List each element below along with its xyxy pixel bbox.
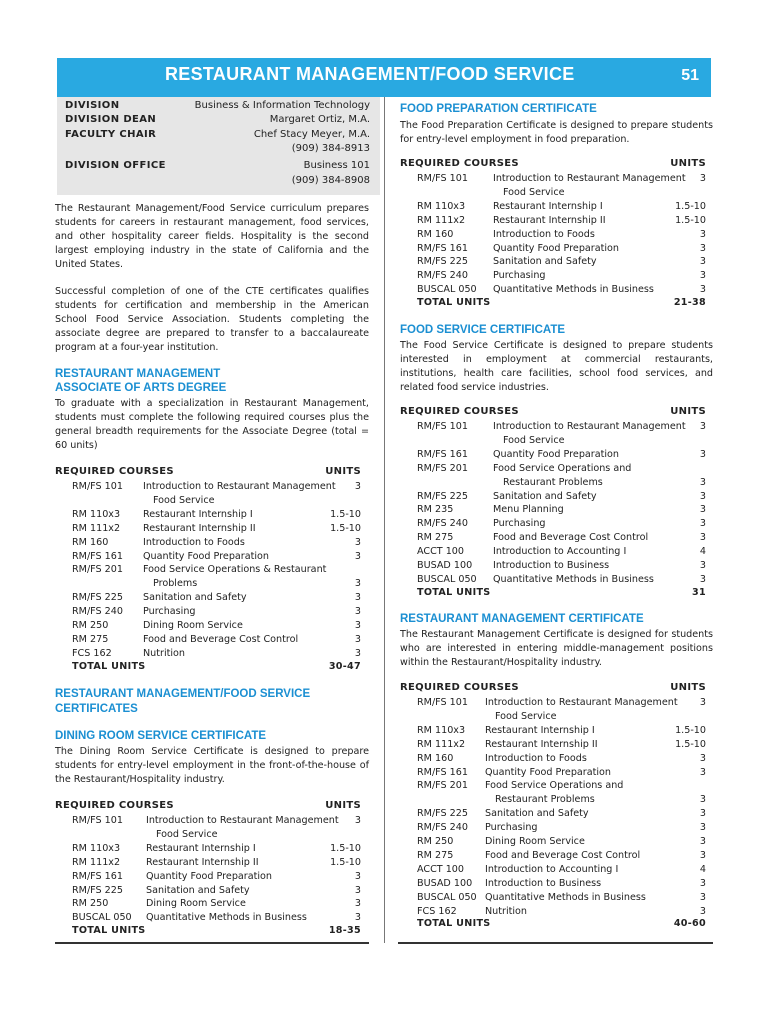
course-code: RM/FS 201 bbox=[417, 780, 468, 792]
course-code: RM/FS 161 bbox=[72, 550, 123, 562]
course-title: Restaurant Internship II bbox=[493, 214, 606, 226]
course-units: 4 bbox=[699, 546, 706, 558]
course-code: RM/FS 101 bbox=[417, 173, 468, 184]
page-header bbox=[57, 58, 711, 97]
course-title: Dining Room Service bbox=[485, 836, 585, 847]
course-units: 3 bbox=[699, 448, 706, 460]
course-units: 3 bbox=[699, 228, 706, 240]
course-units: 3 bbox=[354, 606, 361, 618]
office-phone: (909) 384-8908 bbox=[291, 175, 370, 186]
course-units: 3 bbox=[699, 476, 706, 488]
course-units: 3 bbox=[699, 242, 706, 254]
foodprep-required-label: REQUIRED COURSES bbox=[400, 158, 519, 169]
intro-paragraph-2: Successful completion of one of the CTE certificates qualifies students for certification and membership in the American School Food Service Association. Students completing the associate degree are prepared to transfer to a baccalaureate program at a four-year institution. bbox=[55, 286, 369, 353]
course-units: 3 bbox=[354, 536, 361, 548]
course-title: Introduction to Restaurant Management bbox=[485, 697, 678, 708]
office-label: DIVISION OFFICE bbox=[65, 160, 166, 171]
foodservice-description: The Food Service Certificate is designed to prepare students interested in employment at commercial restaurants, institutions, health care facilities, school food services, and related food service industries. bbox=[400, 340, 713, 393]
aa-description: To graduate with a specialization in Restaurant Management, students must complete the following required courses plus the general breadth requirements for the Associate Degree (total = 60 units) bbox=[55, 398, 369, 451]
course-row bbox=[400, 531, 706, 545]
total-units-label: TOTAL UNITS bbox=[72, 660, 146, 672]
course-row bbox=[400, 779, 706, 807]
course-row bbox=[400, 807, 706, 821]
course-row bbox=[400, 255, 706, 269]
course-row bbox=[400, 696, 706, 724]
course-title: Introduction to Foods bbox=[143, 536, 245, 548]
course-units: 3 bbox=[699, 490, 706, 502]
foodprep-units-label: UNITS bbox=[670, 158, 706, 169]
aa-units-label: UNITS bbox=[325, 466, 361, 477]
foodservice-heading: FOOD SERVICE CERTIFICATE bbox=[400, 324, 566, 336]
course-code: RM/FS 201 bbox=[417, 462, 468, 474]
total-units-label: TOTAL UNITS bbox=[417, 918, 491, 930]
course-row bbox=[55, 522, 361, 536]
aa-required-header bbox=[55, 466, 361, 477]
intro-paragraph-1: The Restaurant Management/Food Service curriculum prepares students for careers in restaurant management, food services, and other hospitality career fields. Hospitality is the second largest employing industry in the state of California and the United States. bbox=[55, 203, 369, 270]
course-row bbox=[400, 420, 706, 448]
course-units: 3 bbox=[354, 550, 361, 562]
rmcert-heading: RESTAURANT MANAGEMENT CERTIFICATE bbox=[400, 613, 644, 625]
course-title-continued: Restaurant Problems bbox=[503, 476, 603, 488]
course-title-continued: Food Service bbox=[495, 710, 557, 722]
course-title: Nutrition bbox=[143, 647, 186, 659]
office-value: Business 101 bbox=[303, 160, 370, 171]
course-code: RM 110x3 bbox=[72, 842, 121, 854]
course-row bbox=[400, 283, 706, 297]
course-units: 3 bbox=[354, 633, 361, 645]
course-code: RM/FS 240 bbox=[417, 822, 468, 834]
course-title: Restaurant Internship I bbox=[493, 200, 603, 212]
course-units: 3 bbox=[354, 481, 361, 492]
dining-heading: DINING ROOM SERVICE CERTIFICATE bbox=[55, 730, 267, 742]
course-units: 3 bbox=[699, 849, 706, 861]
course-code: RM/FS 225 bbox=[72, 884, 123, 896]
certificates-heading-1: RESTAURANT MANAGEMENT/FOOD SERVICE bbox=[55, 688, 311, 700]
course-row bbox=[400, 448, 706, 462]
course-code: RM/FS 240 bbox=[72, 606, 123, 618]
dean-value: Margaret Ortiz, M.A. bbox=[269, 114, 370, 125]
course-units: 3 bbox=[354, 647, 361, 659]
course-units: 3 bbox=[699, 560, 706, 571]
course-row bbox=[400, 559, 706, 573]
course-title-continued: Food Service bbox=[503, 186, 565, 198]
course-units: 3 bbox=[354, 884, 361, 896]
course-row bbox=[55, 870, 361, 884]
course-row bbox=[55, 647, 361, 661]
course-units: 3 bbox=[699, 794, 706, 806]
course-title: Menu Planning bbox=[493, 504, 564, 516]
course-title: Introduction to Restaurant Management bbox=[493, 173, 686, 184]
course-code: BUSCAL 050 bbox=[72, 912, 132, 924]
course-code: ACCT 100 bbox=[417, 546, 465, 558]
course-title: Introduction to Accounting I bbox=[485, 863, 619, 875]
course-code: BUSCAL 050 bbox=[417, 891, 477, 903]
course-title: Dining Room Service bbox=[143, 620, 243, 631]
chair-phone: (909) 384-8913 bbox=[291, 143, 370, 154]
course-row bbox=[55, 619, 361, 633]
course-row bbox=[55, 550, 361, 564]
course-code: RM 275 bbox=[417, 532, 454, 544]
course-row bbox=[55, 842, 361, 856]
division-info-box bbox=[57, 97, 380, 195]
course-code: RM/FS 225 bbox=[417, 256, 468, 268]
course-title: Quantity Food Preparation bbox=[146, 870, 272, 882]
course-units: 3 bbox=[699, 532, 706, 544]
course-title: Sanitation and Safety bbox=[143, 592, 247, 604]
course-code: RM 111x2 bbox=[417, 214, 466, 226]
course-row bbox=[400, 891, 706, 905]
course-units: 1.5-10 bbox=[330, 842, 361, 854]
course-code: RM/FS 240 bbox=[417, 270, 468, 282]
course-code: RM 160 bbox=[417, 752, 454, 764]
course-title: Introduction to Business bbox=[493, 560, 610, 571]
total-units-value: 31 bbox=[692, 586, 706, 598]
course-code: RM 111x2 bbox=[417, 738, 466, 750]
course-code: RM 250 bbox=[72, 620, 109, 631]
aa-required-label: REQUIRED COURSES bbox=[55, 466, 174, 477]
course-code: RM 111x2 bbox=[72, 856, 121, 868]
column-divider bbox=[384, 97, 385, 943]
course-code: FCS 162 bbox=[417, 905, 457, 917]
course-units: 3 bbox=[354, 870, 361, 882]
course-units: 1.5-10 bbox=[330, 856, 361, 868]
course-code: RM 111x2 bbox=[72, 522, 121, 534]
course-row bbox=[55, 508, 361, 522]
course-title: Introduction to Foods bbox=[493, 228, 595, 240]
course-row bbox=[55, 480, 361, 508]
course-title: Quantity Food Preparation bbox=[493, 448, 619, 460]
course-title: Sanitation and Safety bbox=[485, 808, 589, 820]
course-title-continued: Food Service bbox=[156, 828, 218, 840]
course-code: RM/FS 161 bbox=[417, 766, 468, 778]
course-title: Sanitation and Safety bbox=[146, 884, 250, 896]
dean-label: DIVISION DEAN bbox=[65, 114, 157, 125]
course-row bbox=[400, 573, 706, 587]
course-units: 3 bbox=[699, 256, 706, 268]
course-title: Restaurant Internship II bbox=[146, 856, 259, 868]
course-units: 3 bbox=[699, 836, 706, 847]
course-row bbox=[55, 897, 361, 911]
course-title: Food Service Operations and bbox=[493, 462, 632, 474]
course-title: Restaurant Internship I bbox=[485, 724, 595, 736]
course-code: RM 110x3 bbox=[72, 508, 121, 520]
course-units: 3 bbox=[699, 766, 706, 778]
course-title-continued: Restaurant Problems bbox=[495, 794, 595, 806]
course-title: Restaurant Internship I bbox=[146, 842, 256, 854]
dining-required-header bbox=[55, 800, 361, 811]
course-units: 3 bbox=[699, 905, 706, 917]
course-row bbox=[400, 172, 706, 200]
course-title: Introduction to Business bbox=[485, 877, 602, 889]
course-row bbox=[400, 503, 706, 517]
course-title: Quantity Food Preparation bbox=[493, 242, 619, 254]
course-code: RM 250 bbox=[72, 898, 109, 910]
course-title: Purchasing bbox=[485, 822, 538, 834]
rmcert-description: The Restaurant Management Certificate is designed for students who are interested in entering middle-management positions within the Restaurant/Hospitality industry. bbox=[400, 629, 713, 668]
course-row bbox=[400, 490, 706, 504]
course-code: RM 110x3 bbox=[417, 200, 466, 212]
course-units: 1.5-10 bbox=[675, 200, 706, 212]
course-code: RM/FS 225 bbox=[72, 592, 123, 604]
foodprep-required-header bbox=[400, 158, 706, 169]
course-code: BUSCAL 050 bbox=[417, 284, 477, 296]
course-title: Restaurant Internship II bbox=[485, 738, 598, 750]
course-code: RM 235 bbox=[417, 504, 454, 516]
course-title-continued: Food Service bbox=[153, 494, 215, 506]
rmcert-required-header bbox=[400, 682, 706, 693]
course-row bbox=[400, 242, 706, 256]
course-title: Restaurant Internship II bbox=[143, 522, 256, 534]
total-units-label: TOTAL UNITS bbox=[72, 925, 146, 937]
course-units: 3 bbox=[699, 822, 706, 834]
course-row bbox=[400, 214, 706, 228]
course-row bbox=[400, 752, 706, 766]
course-units: 3 bbox=[699, 284, 706, 296]
total-units-label: TOTAL UNITS bbox=[417, 297, 491, 309]
course-title: Quantitative Methods in Business bbox=[146, 912, 307, 924]
course-units: 3 bbox=[354, 592, 361, 604]
course-row bbox=[400, 269, 706, 283]
course-units: 3 bbox=[699, 270, 706, 282]
course-code: RM/FS 201 bbox=[72, 564, 123, 576]
left-bottom-rule bbox=[55, 942, 369, 944]
course-units: 3 bbox=[354, 578, 361, 590]
course-row bbox=[400, 228, 706, 242]
course-title: Food and Beverage Cost Control bbox=[143, 633, 299, 645]
course-title: Introduction to Accounting I bbox=[493, 546, 627, 558]
course-code: ACCT 100 bbox=[417, 863, 465, 875]
division-value: Business & Information Technology bbox=[194, 100, 370, 111]
foodservice-required-label: REQUIRED COURSES bbox=[400, 406, 519, 417]
rmcert-units-label: UNITS bbox=[670, 682, 706, 693]
course-code: BUSAD 100 bbox=[417, 877, 473, 889]
course-row bbox=[55, 911, 361, 925]
total-units-value: 21-38 bbox=[673, 297, 706, 309]
aa-heading-1: RESTAURANT MANAGEMENT bbox=[55, 368, 221, 380]
course-code: RM 160 bbox=[72, 536, 109, 548]
course-units: 3 bbox=[699, 504, 706, 516]
foodprep-heading: FOOD PREPARATION CERTIFICATE bbox=[400, 103, 597, 115]
course-code: RM 160 bbox=[417, 228, 454, 240]
chair-value: Chef Stacy Meyer, M.A. bbox=[253, 129, 370, 140]
course-units: 3 bbox=[699, 808, 706, 820]
course-title: Introduction to Restaurant Management bbox=[143, 481, 336, 492]
course-units: 1.5-10 bbox=[330, 522, 361, 534]
course-title: Introduction to Foods bbox=[485, 752, 587, 764]
course-units: 3 bbox=[699, 877, 706, 889]
course-code: RM/FS 101 bbox=[72, 481, 123, 492]
course-title: Purchasing bbox=[493, 270, 546, 282]
dining-units-label: UNITS bbox=[325, 800, 361, 811]
chair-label: FACULTY CHAIR bbox=[65, 129, 157, 140]
course-units: 4 bbox=[699, 863, 706, 875]
course-row bbox=[55, 814, 361, 842]
total-units-label: TOTAL UNITS bbox=[417, 586, 491, 598]
course-title: Quantitative Methods in Business bbox=[493, 573, 654, 585]
page-title: RESTAURANT MANAGEMENT/FOOD SERVICE bbox=[165, 64, 575, 84]
course-code: RM 110x3 bbox=[417, 724, 466, 736]
foodservice-required-header bbox=[400, 406, 706, 417]
course-units: 3 bbox=[699, 752, 706, 764]
course-code: RM/FS 240 bbox=[417, 518, 468, 530]
course-title: Food Service Operations & Restaurant bbox=[143, 564, 327, 576]
course-units: 1.5-10 bbox=[330, 508, 361, 520]
course-row bbox=[400, 877, 706, 891]
certificates-heading-2: CERTIFICATES bbox=[55, 703, 138, 715]
course-row bbox=[55, 563, 361, 591]
course-row bbox=[400, 863, 706, 877]
course-code: RM/FS 101 bbox=[417, 421, 468, 432]
total-units-value: 18-35 bbox=[328, 925, 361, 937]
course-units: 3 bbox=[699, 573, 706, 585]
course-units: 3 bbox=[699, 518, 706, 530]
course-title: Sanitation and Safety bbox=[493, 490, 597, 502]
course-title: Quantity Food Preparation bbox=[143, 550, 269, 562]
aa-heading-2: ASSOCIATE OF ARTS DEGREE bbox=[55, 382, 227, 394]
course-row bbox=[55, 591, 361, 605]
course-title: Introduction to Restaurant Management bbox=[493, 421, 686, 432]
course-row bbox=[55, 884, 361, 898]
course-title: Food and Beverage Cost Control bbox=[493, 532, 649, 544]
course-units: 3 bbox=[699, 173, 706, 184]
course-units: 3 bbox=[354, 898, 361, 910]
course-title: Quantitative Methods in Business bbox=[485, 891, 646, 903]
course-row bbox=[400, 821, 706, 835]
course-code: RM 275 bbox=[417, 849, 454, 861]
course-title: Purchasing bbox=[493, 518, 546, 530]
course-row bbox=[400, 835, 706, 849]
course-title: Quantity Food Preparation bbox=[485, 766, 611, 778]
course-title-continued: Food Service bbox=[503, 434, 565, 446]
course-units: 1.5-10 bbox=[675, 724, 706, 736]
course-code: RM/FS 101 bbox=[72, 815, 123, 826]
course-units: 3 bbox=[699, 421, 706, 432]
course-code: RM 250 bbox=[417, 836, 454, 847]
total-units-value: 30-47 bbox=[328, 660, 361, 672]
course-row bbox=[400, 200, 706, 214]
course-title: Purchasing bbox=[143, 606, 196, 618]
course-row bbox=[400, 517, 706, 531]
course-code: RM/FS 225 bbox=[417, 490, 468, 502]
foodprep-description: The Food Preparation Certificate is designed to prepare students for entry-level employment in food preparation. bbox=[400, 120, 713, 145]
course-row bbox=[400, 738, 706, 752]
course-row bbox=[400, 849, 706, 863]
course-row bbox=[400, 724, 706, 738]
course-units: 3 bbox=[354, 815, 361, 826]
course-title-continued: Problems bbox=[153, 578, 198, 590]
right-bottom-rule bbox=[398, 942, 713, 944]
course-title: Restaurant Internship I bbox=[143, 508, 253, 520]
course-row bbox=[55, 536, 361, 550]
dining-required-label: REQUIRED COURSES bbox=[55, 800, 174, 811]
course-code: RM/FS 101 bbox=[417, 697, 468, 708]
course-title: Introduction to Restaurant Management bbox=[146, 815, 339, 826]
course-row bbox=[400, 545, 706, 559]
course-code: RM/FS 161 bbox=[417, 448, 468, 460]
course-row bbox=[400, 766, 706, 780]
course-row bbox=[55, 856, 361, 870]
course-title: Nutrition bbox=[485, 905, 528, 917]
course-title: Quantitative Methods in Business bbox=[493, 284, 654, 296]
course-code: RM/FS 161 bbox=[417, 242, 468, 254]
course-code: FCS 162 bbox=[72, 647, 112, 659]
course-units: 3 bbox=[699, 891, 706, 903]
course-units: 3 bbox=[354, 912, 361, 924]
total-units-value: 40-60 bbox=[673, 918, 706, 930]
course-code: BUSCAL 050 bbox=[417, 573, 477, 585]
course-code: BUSAD 100 bbox=[417, 560, 473, 571]
course-title: Food and Beverage Cost Control bbox=[485, 849, 641, 861]
course-units: 3 bbox=[354, 620, 361, 631]
course-row bbox=[400, 462, 706, 490]
course-title: Sanitation and Safety bbox=[493, 256, 597, 268]
course-units: 1.5-10 bbox=[675, 738, 706, 750]
course-row bbox=[55, 605, 361, 619]
course-code: RM 275 bbox=[72, 633, 109, 645]
course-code: RM/FS 161 bbox=[72, 870, 123, 882]
course-row bbox=[55, 633, 361, 647]
course-units: 3 bbox=[699, 697, 706, 708]
course-code: RM/FS 225 bbox=[417, 808, 468, 820]
dining-description: The Dining Room Service Certificate is designed to prepare students for entry-level employment in the front-of-the-house of the Restaurant/Hospitality industry. bbox=[55, 746, 369, 785]
page-number: 51 bbox=[681, 67, 699, 84]
course-units: 1.5-10 bbox=[675, 214, 706, 226]
division-label: DIVISION bbox=[65, 100, 120, 111]
foodservice-units-label: UNITS bbox=[670, 406, 706, 417]
course-title: Food Service Operations and bbox=[485, 780, 624, 792]
course-row bbox=[400, 905, 706, 919]
course-title: Dining Room Service bbox=[146, 898, 246, 910]
rmcert-required-label: REQUIRED COURSES bbox=[400, 682, 519, 693]
